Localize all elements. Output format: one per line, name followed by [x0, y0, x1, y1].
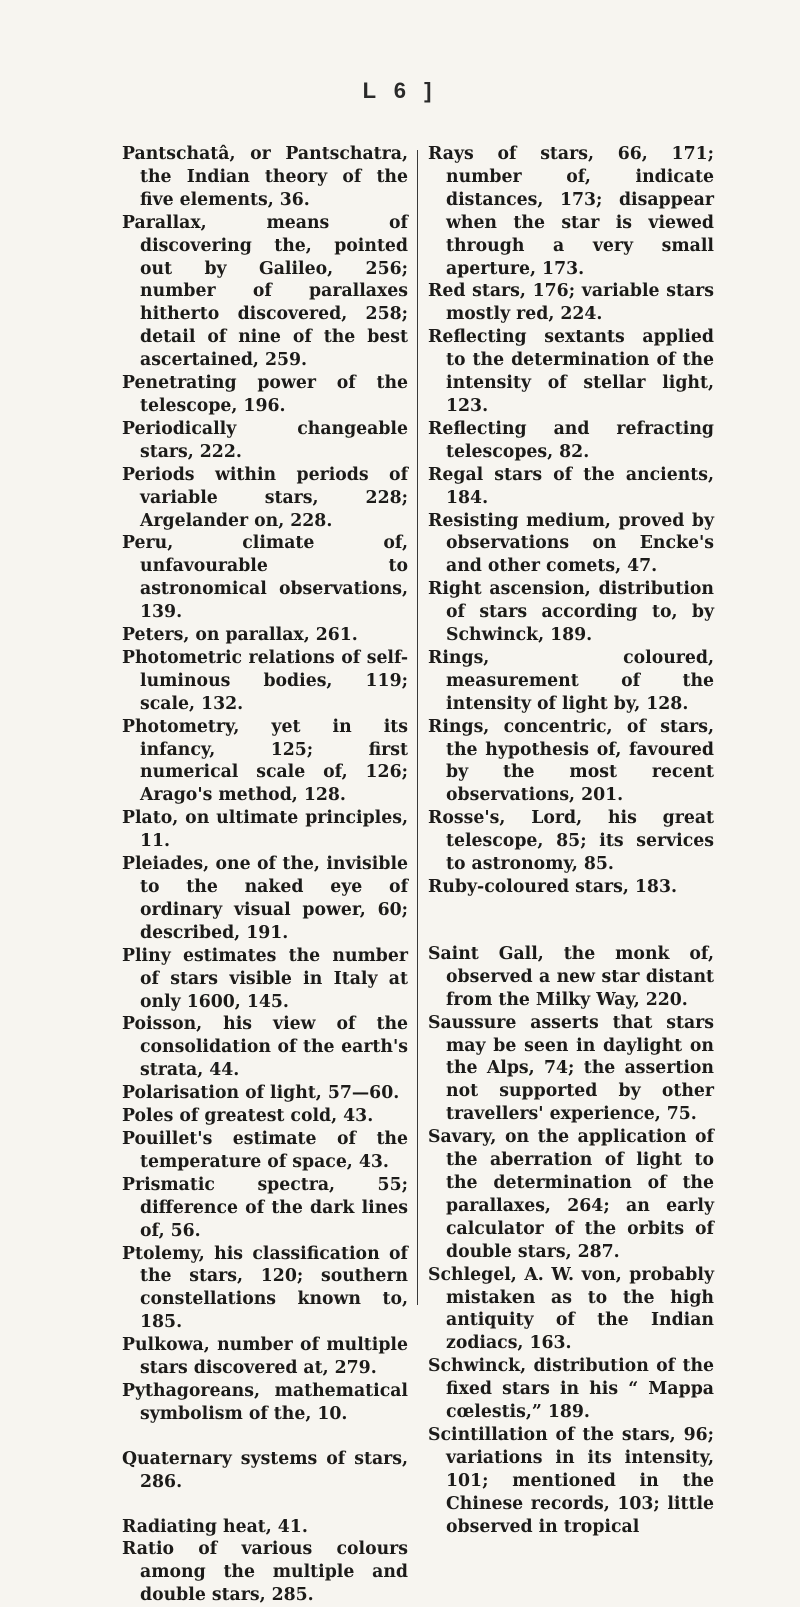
index-entry: Regal stars of the ancients, 184.	[428, 464, 714, 508]
index-entry: Photometric relations of self-luminous bodies, 119; scale, 132.	[122, 647, 408, 714]
index-entry: Plato, on ultimate principles, 11.	[122, 808, 408, 852]
index-entry: Scintillation of the stars, 96; variations in its intensity, 101; mentioned in the Chinese records, 103; little observed in tropical	[428, 1424, 714, 1537]
column-divider	[417, 150, 418, 1305]
index-entry: Savary, on the application of the aberration of light to the determination of the parallaxes, 264; an early calculator of the orbits of double stars, 287.	[428, 1127, 714, 1262]
index-entry: Parallax, means of discovering the, pointed out by Galileo, 256; number of parallaxes hitherto discovered, 258; detail of nine of the best ascertained, 259.	[122, 212, 408, 371]
index-entry: Poisson, his view of the consolidation of the earth's strata, 44.	[122, 1014, 408, 1081]
index-entry: Rays of stars, 66, 171; number of, indicate distances, 173; disappear when the star is viewed through a very small aperture, 173.	[428, 144, 714, 279]
index-entry: Peters, on parallax, 261.	[122, 625, 358, 646]
index-entry: Peru, climate of, unfavourable to astronomical observations, 139.	[122, 533, 408, 623]
index-entry: Radiating heat, 41.	[122, 1516, 308, 1537]
index-entry: Rosse's, Lord, his great telescope, 85; its services to astronomy, 85.	[428, 808, 714, 875]
index-entry: Polarisation of light, 57—60.	[122, 1083, 400, 1104]
index-entry: Ptolemy, his classification of the stars, 120; southern constellations known to, 185.	[122, 1243, 408, 1333]
index-entry: Saussure asserts that stars may be seen in daylight on the Alps, 74; the assertion not supported by other travellers' experience, 75.	[428, 1012, 714, 1125]
index-column-right	[428, 143, 714, 1538]
index-entry: Periodically changeable stars, 222.	[122, 418, 408, 462]
index-entry: Red stars, 176; variable stars mostly red, 224.	[428, 281, 714, 325]
index-entry: Periods within periods of variable stars, 228; Argelander on, 228.	[122, 464, 408, 531]
index-entry: Schwinck, distribution of the fixed stars in his “ Mappa cœlestis,” 189.	[428, 1356, 714, 1423]
index-entry: Reflecting sextants applied to the determination of the intensity of stellar light, 123.	[428, 327, 714, 416]
index-entry: Poles of greatest cold, 43.	[122, 1106, 374, 1127]
index-entry: Saint Gall, the monk of, observed a new star distant from the Milky Way, 220.	[428, 943, 714, 1010]
index-entry: Quaternary systems of stars, 286.	[122, 1448, 408, 1492]
index-entry: Pythagoreans, mathematical symbolism of the, 10.	[122, 1380, 408, 1424]
index-entry: Photometry, yet in its infancy, 125; first numerical scale of, 126; Arago's method, 128.	[122, 716, 408, 806]
index-entry: Prismatic spectra, 55; difference of the dark lines of, 56.	[122, 1174, 408, 1241]
index-entry: Pouillet's estimate of the temperature of space, 43.	[122, 1128, 408, 1172]
index-entry: Pantschatâ, or Pantschatra, the Indian theory of the five elements, 36.	[122, 144, 408, 210]
index-entry: Schlegel, A. W. von, probably mistaken as to the high antiquity of the Indian zodiacs, 163.	[428, 1264, 714, 1354]
index-entry: Pleiades, one of the, invisible to the naked eye of ordinary visual power, 60; described, 191.	[122, 854, 408, 943]
index-entry: Penetrating power of the telescope, 196.	[122, 373, 408, 416]
section-gap	[122, 1426, 408, 1448]
index-entry: Rings, coloured, measurement of the intensity of light by, 128.	[428, 647, 714, 714]
index-entry: Reflecting and refracting telescopes, 82.	[428, 418, 714, 462]
index-entry: Ruby-coloured stars, 183.	[428, 877, 677, 897]
page-number-header: L 6 ]	[362, 78, 438, 103]
index-entry: Pliny estimates the number of stars visible in Italy at only 1600, 145.	[122, 945, 408, 1012]
index-entry: Resisting medium, proved by observations on Encke's and other comets, 47.	[428, 510, 714, 577]
index-entry: Pulkowa, number of multiple stars discovered at, 279.	[122, 1335, 408, 1379]
section-gap	[122, 1494, 408, 1516]
index-entry: Right ascension, distribution of stars according to, by Schwinck, 189.	[428, 579, 714, 646]
index-column-left	[122, 143, 408, 1607]
index-entry: Ratio of various colours among the multiple and double stars, 285.	[122, 1539, 408, 1606]
section-gap	[428, 899, 714, 943]
index-entry: Rings, concentric, of stars, the hypothesis of, favoured by the most recent observations, 201.	[428, 716, 714, 806]
